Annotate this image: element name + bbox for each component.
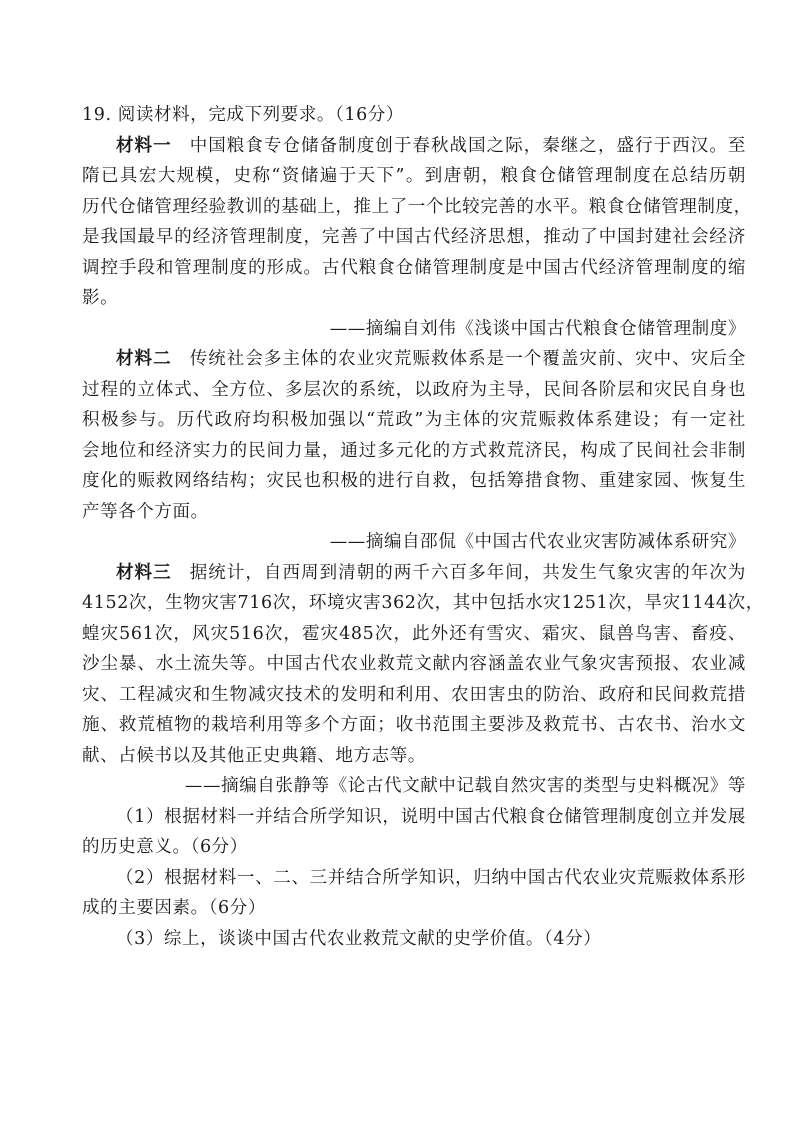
material-2-line-3: 积极参与。历代政府均积极加强以“荒政”为主体的灾荒赈救体系建设；有一定社 bbox=[82, 410, 746, 430]
material-1-line-4: 是我国最早的经济管理制度，完善了中国古代经济思想，推动了中国封建社会经济 bbox=[82, 227, 746, 247]
material-3-line-7: 献、占候书以及其他正史典籍、地方志等。 bbox=[82, 745, 426, 766]
material-2-line-5: 度化的赈救网络结构；灾民也积极的进行自救，包括筹措食物、重建家园、恢复生 bbox=[82, 471, 746, 491]
material-1-line-2: 隋已具宏大规模，史称“资储遍于天下”。到唐朝，粮食仓储管理制度在总结历朝 bbox=[82, 166, 746, 186]
material-3-source: ——摘编自张静等《论古代文献中记载自然灾害的类型与史料概况》等 bbox=[184, 776, 746, 796]
sub-question-1-line-2: 的历史意义。（6分） bbox=[82, 837, 248, 857]
material-1-line-3: 历代仓储管理经验教训的基础上，推上了一个比较完善的水平。粮食仓储管理制度， bbox=[82, 196, 752, 217]
material-1-source: ——摘编自刘伟《浅谈中国古代粮食仓储管理制度》 bbox=[329, 318, 746, 339]
sub-question-3-line-1: （3）综上，谈谈中国古代农业救荒文献的史学价值。（4分） bbox=[116, 928, 602, 949]
material-2-source: ——摘编自邵侃《中国古代农业灾害防减体系研究》 bbox=[329, 532, 746, 552]
material-1-label: 材料一 bbox=[116, 135, 172, 156]
sub-question-1-line-1: （1）根据材料一并结合所学知识，说明中国古代粮食仓储管理制度创立并发展 bbox=[116, 806, 746, 827]
sub-question-2-line-1: （2）根据材料一、二、三并结合所学知识，归纳中国古代农业灾荒赈救体系形 bbox=[116, 867, 746, 888]
material-3-line-2: 4152次，生物灾害716次，环境灾害362次，其中包括水灾1251次，旱灾1144次， bbox=[82, 593, 764, 613]
material-3-line-3: 蝗灾561次，风灾516次，雹灾485次，此外还有雪灾、霜灾、鼠兽鸟害、畜疫、 bbox=[82, 623, 746, 644]
material-1-line-1: 材料一 中国粮食专仓储备制度创于春秋战国之际，秦继之，盛行于西汉。至 bbox=[116, 135, 746, 156]
material-3-line-6: 施、救荒植物的栽培利用等多个方面；收书范围主要涉及救荒书、古农书、治水文 bbox=[82, 715, 746, 735]
sub-questions bbox=[82, 802, 746, 955]
material-2-line-4: 会地位和经济实力的民间力量，通过多元化的方式救荒济民，构成了民间社会非制 bbox=[82, 440, 746, 461]
material-3-label: 材料三 bbox=[116, 562, 172, 583]
material-1-line-6: 影。 bbox=[82, 288, 119, 308]
material-2-line-6: 产等各个方面。 bbox=[82, 501, 209, 522]
material-1 bbox=[82, 131, 752, 345]
material-2-label: 材料二 bbox=[116, 349, 172, 369]
material-2-line-1: 材料二 传统社会多主体的农业灾荒赈救体系是一个覆盖灾前、灾中、灾后全 bbox=[116, 349, 746, 369]
material-2-line-2: 过程的立体式、全方位、多层次的系统，以政府为主导，民间各阶层和灾民自身也 bbox=[82, 379, 746, 400]
material-1-line-5: 调控手段和管理制度的形成。古代粮食仓储管理制度是中国古代经济管理制度的缩 bbox=[82, 257, 746, 278]
exam-page bbox=[82, 100, 764, 954]
material-3-line-4: 沙尘暴、水土流失等。中国古代农业救荒文献内容涵盖农业气象灾害预报、农业减 bbox=[82, 654, 746, 674]
material-3 bbox=[82, 558, 764, 802]
question-title: 19. 阅读材料，完成下列要求。（16分） bbox=[82, 105, 405, 125]
material-3-line-5: 灾、工程减灾和生物减灾技术的发明和利用、农田害虫的防治、政府和民间救荒措 bbox=[82, 684, 746, 705]
material-2 bbox=[82, 344, 746, 558]
sub-question-2-line-2: 成的主要因素。（6分） bbox=[82, 898, 266, 918]
material-3-line-1: 材料三 据统计，自西周到清朝的两千六百多年间，共发生气象灾害的年次为 bbox=[116, 562, 746, 583]
